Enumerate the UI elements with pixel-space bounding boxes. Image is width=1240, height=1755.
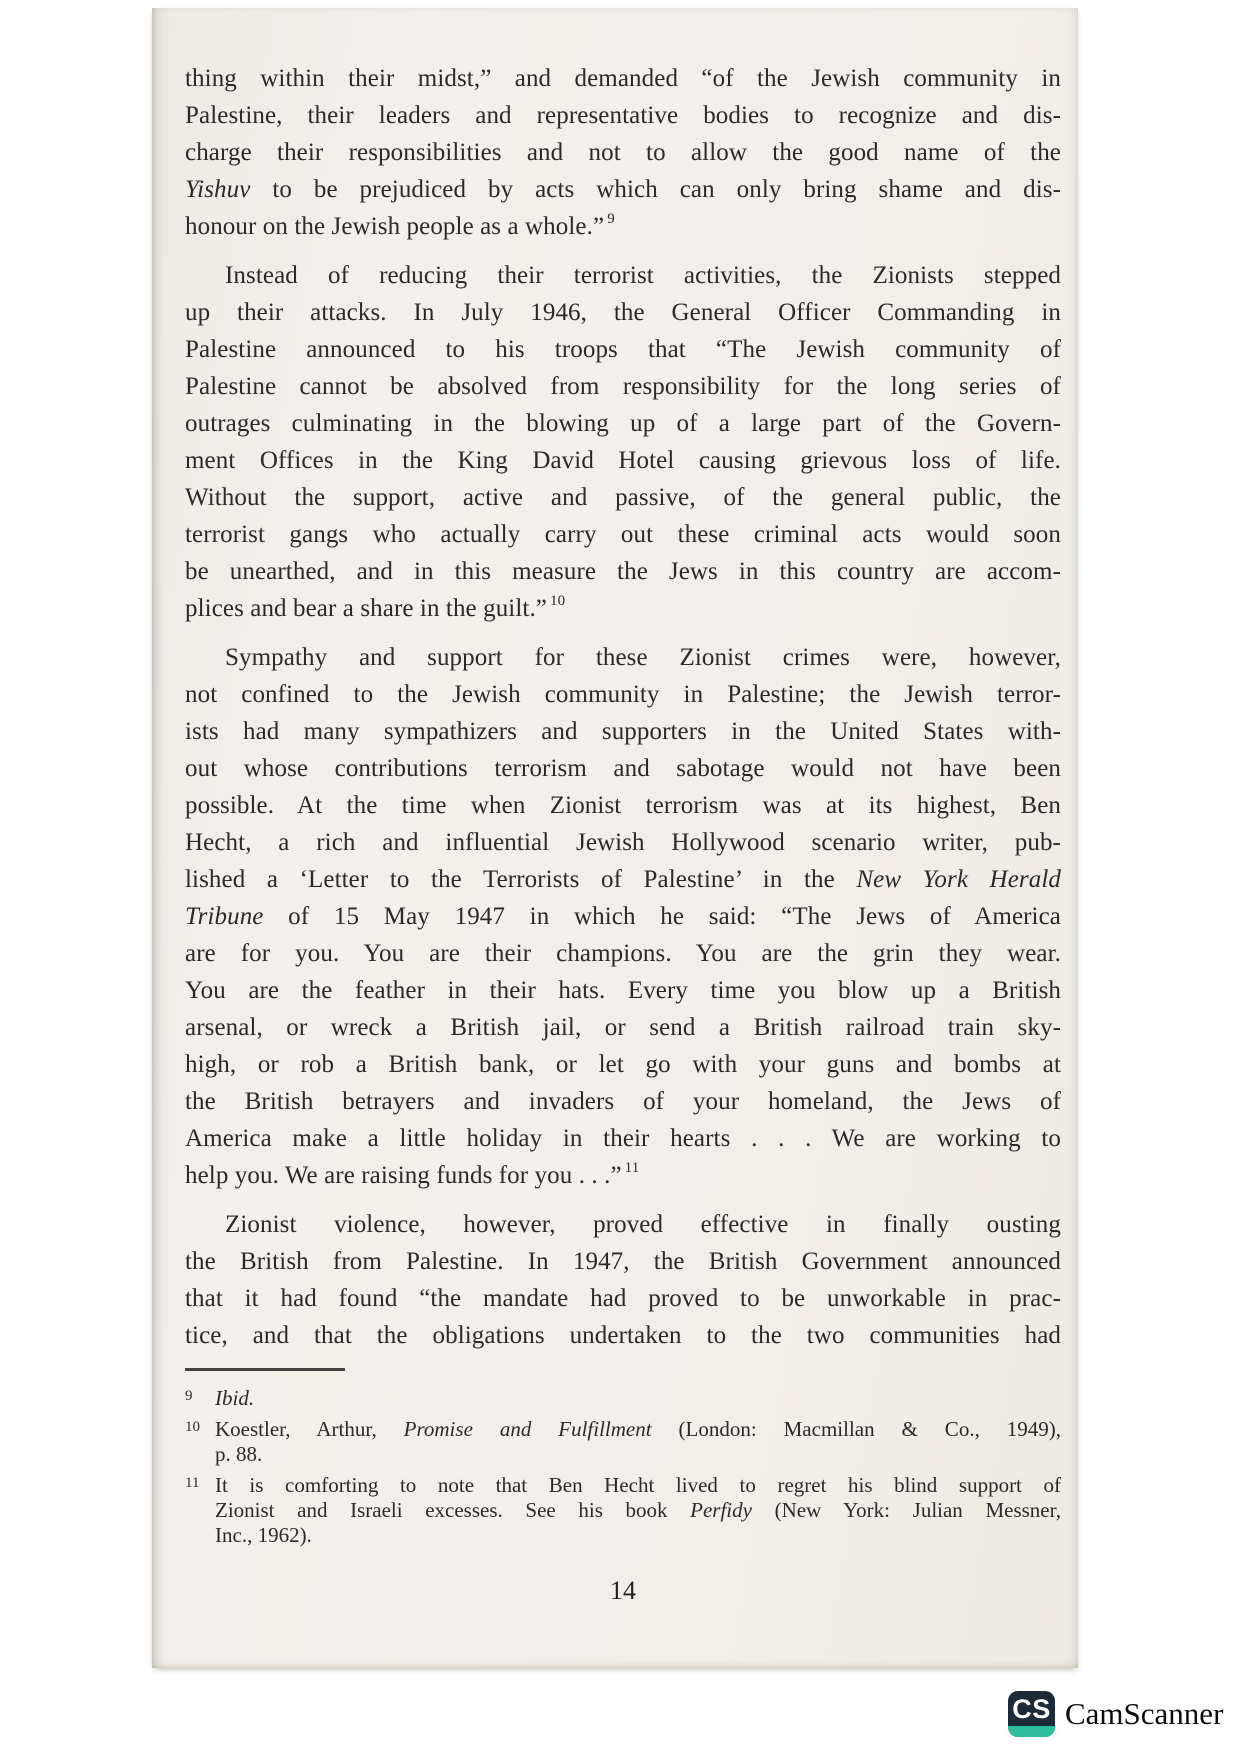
footnote-reference: 10 [550, 592, 566, 609]
text-line [185, 553, 1061, 590]
text-run: Hecht, a rich and influential Jewish Hollywood scenario writer, pub- [185, 829, 1061, 856]
text-run: thing within their midst,” and demanded “of the Jewish community in [185, 65, 1061, 92]
text-line [185, 134, 1061, 171]
text-run: Palestine, their leaders and representative bodies to recognize and dis- [185, 102, 1061, 129]
footnote-reference: 9 [607, 210, 615, 227]
text-run: Instead of reducing their terrorist activities, the Zionists stepped [225, 262, 1061, 289]
text-run: up their attacks. In July 1946, the General Officer Commanding in [185, 299, 1061, 326]
paragraph [185, 257, 1061, 627]
text-run: Koestler, Arthur, [215, 1417, 404, 1441]
text-run: Palestine cannot be absolved from responsibility for the long series of [185, 373, 1061, 400]
text-line [185, 1083, 1061, 1120]
text-line [185, 479, 1061, 516]
footnote-divider [185, 1368, 345, 1371]
text-line [185, 208, 1061, 245]
text-line [185, 97, 1061, 134]
text-line [185, 1317, 1061, 1354]
camscanner-label: CamScanner [1065, 1696, 1224, 1731]
text-line [185, 171, 1061, 208]
text-run: Without the support, active and passive, of the general public, the [185, 484, 1061, 511]
text-line [185, 1280, 1061, 1317]
text-run: the British from Palestine. In 1947, the British Government announced [185, 1248, 1061, 1275]
paragraph [185, 1206, 1061, 1354]
text-line [185, 787, 1061, 824]
text-run: Yishuv [185, 176, 251, 203]
text-run: Zionist violence, however, proved effective in finally ousting [225, 1211, 1061, 1238]
text-run: Inc., 1962). [215, 1523, 312, 1547]
footnote-line [215, 1386, 1061, 1411]
footnote-line [215, 1498, 1061, 1523]
text-run: plices and bear a share in the guilt.” [185, 595, 547, 622]
text-run: be unearthed, and in this measure the Jews in this country are accom- [185, 558, 1061, 585]
text-line [185, 405, 1061, 442]
text-line [185, 1157, 1061, 1194]
text-line [185, 676, 1061, 713]
text-run: It is comforting to note that Ben Hecht lived to regret his blind support of [215, 1473, 1061, 1497]
footnote-line [215, 1473, 1061, 1498]
footnote-line [215, 1523, 1061, 1548]
footnote [185, 1473, 1061, 1548]
text-run: terrorist gangs who actually carry out these criminal acts would soon [185, 521, 1061, 548]
text-run: not confined to the Jewish community in Palestine; the Jewish terror- [185, 681, 1061, 708]
text-line [185, 60, 1061, 97]
footnote [185, 1417, 1061, 1467]
text-line [185, 294, 1061, 331]
text-line [185, 898, 1061, 935]
text-line [185, 1046, 1061, 1083]
text-run: ists had many sympathizers and supporters in the United States with- [185, 718, 1061, 745]
text-line [185, 368, 1061, 405]
text-run: Palestine announced to his troops that “The Jewish community of [185, 336, 1061, 363]
footnote-number: 9 [185, 1388, 193, 1404]
text-run: of 15 May 1947 in which he said: “The Jews of America [263, 903, 1061, 930]
text-line [185, 639, 1061, 676]
text-run: that it had found “the mandate had proved to be unworkable in prac- [185, 1285, 1061, 1312]
text-run: Zionist and Israeli excesses. See his book [215, 1498, 691, 1522]
text-line [185, 750, 1061, 787]
text-line [185, 1009, 1061, 1046]
cs-icon-accent-strip [1008, 1726, 1055, 1737]
text-run: You are the feather in their hats. Every time you blow up a British [185, 977, 1061, 1004]
text-run: high, or rob a British bank, or let go with your guns and bombs at [185, 1051, 1061, 1078]
text-run: honour on the Jewish people as a whole.” [185, 213, 605, 240]
text-run: outrages culminating in the blowing up of a large part of the Govern- [185, 410, 1061, 437]
text-line [185, 935, 1061, 972]
text-line [185, 713, 1061, 750]
text-run: out whose contributions terrorism and sabotage would not have been [185, 755, 1061, 782]
text-run: ment Offices in the King David Hotel causing grievous loss of life. [185, 447, 1061, 474]
text-run: are for you. You are their champions. You are the grin they wear. [185, 940, 1061, 967]
camscanner-icon [1008, 1691, 1055, 1737]
text-line [185, 1243, 1061, 1280]
paragraph [185, 60, 1061, 245]
text-run: Perfidy [690, 1498, 752, 1522]
text-run: possible. At the time when Zionist terrorism was at its highest, Ben [185, 792, 1061, 819]
text-run: Ibid. [215, 1386, 255, 1410]
footnote [185, 1386, 1061, 1411]
text-run: America make a little holiday in their hearts . . . We are working to [185, 1125, 1061, 1152]
text-line [185, 1206, 1061, 1243]
text-run: Promise and Fulfillment [403, 1417, 652, 1441]
text-run: New York Herald [856, 866, 1061, 893]
text-run: charge their responsibilities and not to allow the good name of the [185, 139, 1061, 166]
paragraph [185, 639, 1061, 1194]
text-line [185, 861, 1061, 898]
text-run: arsenal, or wreck a British jail, or send a British railroad train sky- [185, 1014, 1061, 1041]
text-run: Tribune [185, 903, 264, 930]
text-line [185, 331, 1061, 368]
text-run: tice, and that the obligations undertaken to the two communities had [185, 1322, 1061, 1349]
footnote-number: 10 [185, 1419, 200, 1435]
book-page [152, 8, 1078, 1668]
text-run: Sympathy and support for these Zionist crimes were, however, [225, 644, 1061, 671]
page-number: 14 [610, 1576, 636, 1605]
page-body-text [185, 60, 1061, 1354]
text-line [185, 824, 1061, 861]
text-line [185, 257, 1061, 294]
text-line [185, 516, 1061, 553]
footnote-number: 11 [185, 1475, 200, 1491]
camscanner-watermark [1008, 1691, 1223, 1737]
text-run: p. 88. [215, 1442, 263, 1466]
text-run: to be prejudiced by acts which can only bring shame and dis- [250, 176, 1061, 203]
footnote-reference: 11 [624, 1159, 640, 1176]
text-line [185, 442, 1061, 479]
text-run: (New York: Julian Messner, [751, 1498, 1062, 1522]
footnotes [185, 1386, 1061, 1554]
text-run: the British betrayers and invaders of your homeland, the Jews of [185, 1088, 1061, 1115]
text-line [185, 972, 1061, 1009]
text-run: lished a ‘Letter to the Terrorists of Palestine’ in the [185, 866, 857, 893]
cs-icon-letters: CS [1012, 1693, 1051, 1724]
text-run: help you. We are raising funds for you . . .” [185, 1162, 622, 1189]
text-run: (London: Macmillan & Co., 1949), [651, 1417, 1061, 1441]
text-line [185, 590, 1061, 627]
footnote-line [215, 1417, 1061, 1442]
footnote-line [215, 1442, 1061, 1467]
text-line [185, 1120, 1061, 1157]
